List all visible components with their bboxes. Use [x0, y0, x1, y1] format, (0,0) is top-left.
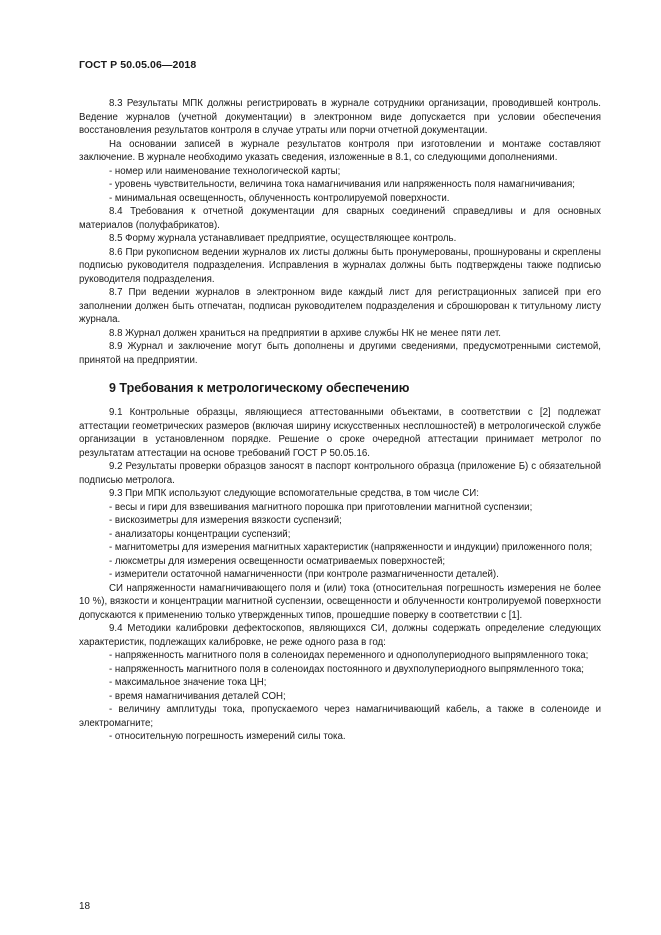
paragraph: 9.4 Методики калибровки дефектоскопов, являющихся СИ, должны содержать определение следующих характеристик, подлежащих калибровке, не реже одного раза в год:: [79, 623, 601, 648]
paragraph: 8.9 Журнал и заключение могут быть дополнены и другими сведениями, предусмотренными системой, принятой на предприятии.: [79, 341, 601, 366]
list-item: - максимальное значение тока ЦН;: [109, 677, 267, 688]
paragraph: 8.6 При рукописном ведении журналов их листы должны быть пронумерованы, прошнурованы и скреплены подписью руководителя подразделения. Исправления в журналах должны быть подтверждены также подписью руководителя подразделения.: [79, 246, 601, 285]
paragraph: 8.3 Результаты МПК должны регистрировать в журнале сотрудники организации, проводившей контроль. Ведение журналов (учетной документации) в электронном виде допускается при условии обеспечения восстановления результатов контроля в случае утраты или порчи отчетной документации.: [79, 98, 601, 136]
paragraph: 9.3 При МПК используют следующие вспомогательные средства, в том числе СИ:: [109, 488, 479, 499]
list-item: - магнитометры для измерения магнитных характеристик (напряженности и индукции) приложенного поля;: [109, 542, 593, 553]
list-item: - величину амплитуды тока, пропускаемого через намагничивающий кабель, а также в соленоиде и электромагните;: [79, 704, 601, 729]
document-header: ГОСТ Р 50.05.06—2018: [79, 59, 197, 71]
list-item: - уровень чувствительности, величина тока намагничивания или напряженность поля намагничивания;: [109, 179, 575, 190]
page-number: 18: [79, 901, 91, 912]
list-item: - измерители остаточной намагниченности (при контроле размагниченности деталей).: [109, 569, 499, 580]
paragraph: 8.7 При ведении журналов в электронном виде каждый лист для регистрационных записей при его заполнении должен быть отпечатан, подписан руководителем подразделения и сброшюрован к титульному листу журнала.: [79, 287, 601, 325]
list-item: - номер или наименование технологической карты;: [109, 165, 341, 177]
section-9-text: [79, 406, 601, 744]
list-item: - весы и гири для взвешивания магнитного порошка при приготовлении магнитной суспензии;: [109, 501, 533, 513]
list-item: - напряженность магнитного поля в соленоидах постоянного и двухполупериодного выпрямленного тока;: [109, 663, 584, 675]
paragraph: 9.1 Контрольные образцы, являющиеся аттестованными объектами, в соответствии с [2] подлежат аттестации геометрических размеров (включая ширину искусственных несплошностей) в метрологической службе организации в установленном порядке. Решение о сроке очередной аттестации принимает метролог по результатам аттестации на основе требований ГОСТ Р 50.05.16.: [79, 407, 601, 459]
section-8-text: [79, 97, 601, 367]
list-item: - относительную погрешность измерений силы тока.: [109, 731, 346, 742]
list-item: - время намагничивания деталей СОН;: [109, 690, 286, 702]
section-title: 9 Требования к метрологическому обеспечению: [109, 381, 410, 395]
paragraph: 8.8 Журнал должен храниться на предприятии в архиве службы НК не менее пяти лет.: [109, 327, 501, 339]
paragraph: 8.4 Требования к отчетной документации для сварных соединений справедливы и для основных материалов (полуфабрикатов).: [79, 206, 601, 231]
paragraph: СИ напряженности намагничивающего поля и (или) тока (относительная погрешность измерения не более 10 %), вязкости и концентрации магнитной суспензии, освещенности и облученности контролируемой поверхности допускаются к применению только утвержденных типов, прошедшие поверку в соответствии с [1].: [79, 582, 601, 621]
list-item: - напряженность магнитного поля в соленоидах переменного и однополупериодного выпрямленного тока;: [109, 650, 589, 661]
paragraph: На основании записей в журнале результатов контроля при изготовлении и монтаже составляют заключение. В журнале необходимо указать сведения, изложенные в 8.1, со следующими дополнениями.: [79, 138, 601, 163]
document-body: [79, 97, 601, 744]
list-item: - вискозиметры для измерения вязкости суспензий;: [109, 515, 342, 526]
list-item: - минимальная освещенность, облученность контролируемой поверхности.: [109, 192, 450, 204]
paragraph: 8.5 Форму журнала устанавливает предприятие, осуществляющее контроль.: [109, 233, 457, 244]
paragraph: 9.2 Результаты проверки образцов заносят в паспорт контрольного образца (приложение Б) с обязательной подписью метролога.: [79, 461, 601, 486]
list-item: - анализаторы концентрации суспензий;: [109, 528, 291, 540]
list-item: - люксметры для измерения освещенности осматриваемых поверхностей;: [109, 555, 446, 567]
